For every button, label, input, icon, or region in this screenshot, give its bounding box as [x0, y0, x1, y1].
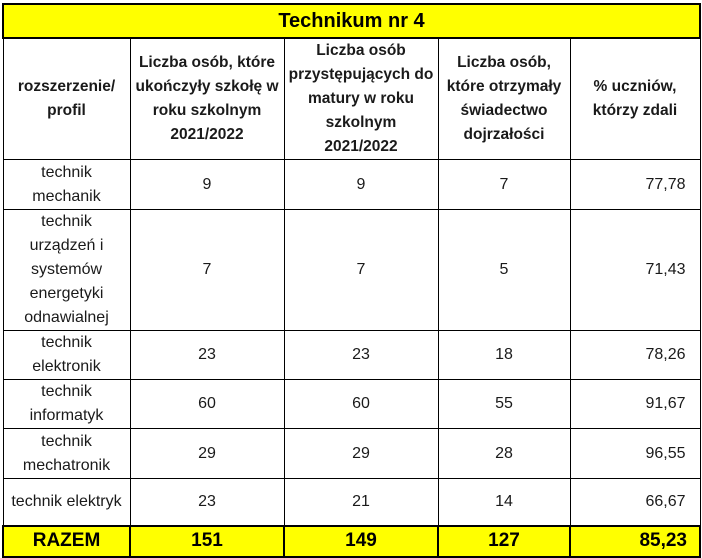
header-exam: Liczba osób przystępujących do matury w roku szkolnym 2021/2022 [284, 38, 438, 160]
table-row [3, 380, 700, 429]
profile-cell: technik urządzeń i systemów energetyki odnawialnej [3, 210, 130, 331]
profile-cell: technik elektronik [3, 331, 130, 380]
exam-cell: 29 [284, 429, 438, 479]
total-finished: 151 [130, 526, 284, 557]
header-certificates: Liczba osób, które otrzymały świadectwo dojrzałości [438, 38, 570, 160]
total-certificates: 127 [438, 526, 570, 557]
finished-cell: 23 [130, 331, 284, 380]
percent-cell: 91,67 [570, 380, 700, 429]
total-label: RAZEM [3, 526, 130, 557]
table-row [3, 429, 700, 479]
finished-cell: 7 [130, 210, 284, 331]
certificates-cell: 28 [438, 429, 570, 479]
header-percent: % uczniów, którzy zdali [570, 38, 700, 160]
certificates-cell: 5 [438, 210, 570, 331]
percent-cell: 77,78 [570, 160, 700, 210]
percent-cell: 66,67 [570, 479, 700, 526]
finished-cell: 23 [130, 479, 284, 526]
certificates-cell: 18 [438, 331, 570, 380]
profile-cell: technik mechatronik [3, 429, 130, 479]
percent-cell: 96,55 [570, 429, 700, 479]
profile-cell: technik informatyk [3, 380, 130, 429]
total-exam: 149 [284, 526, 438, 557]
table-row [3, 331, 700, 380]
certificates-cell: 7 [438, 160, 570, 210]
total-percent: 85,23 [570, 526, 700, 557]
certificates-cell: 14 [438, 479, 570, 526]
table-row [3, 210, 700, 331]
header-finished: Liczba osób, które ukończyły szkołę w roku szkolnym 2021/2022 [130, 38, 284, 160]
exam-cell: 60 [284, 380, 438, 429]
finished-cell: 29 [130, 429, 284, 479]
finished-cell: 9 [130, 160, 284, 210]
exam-cell: 21 [284, 479, 438, 526]
exam-cell: 9 [284, 160, 438, 210]
percent-cell: 71,43 [570, 210, 700, 331]
exam-cell: 7 [284, 210, 438, 331]
profile-cell: technik mechanik [3, 160, 130, 210]
certificates-cell: 55 [438, 380, 570, 429]
profile-cell: technik elektryk [3, 479, 130, 526]
exam-cell: 23 [284, 331, 438, 380]
finished-cell: 60 [130, 380, 284, 429]
percent-cell: 78,26 [570, 331, 700, 380]
table-row [3, 160, 700, 210]
header-profile: rozszerzenie/ profil [3, 38, 130, 160]
table-row [3, 479, 700, 526]
results-table [2, 3, 701, 558]
table-title: Technikum nr 4 [3, 4, 700, 38]
